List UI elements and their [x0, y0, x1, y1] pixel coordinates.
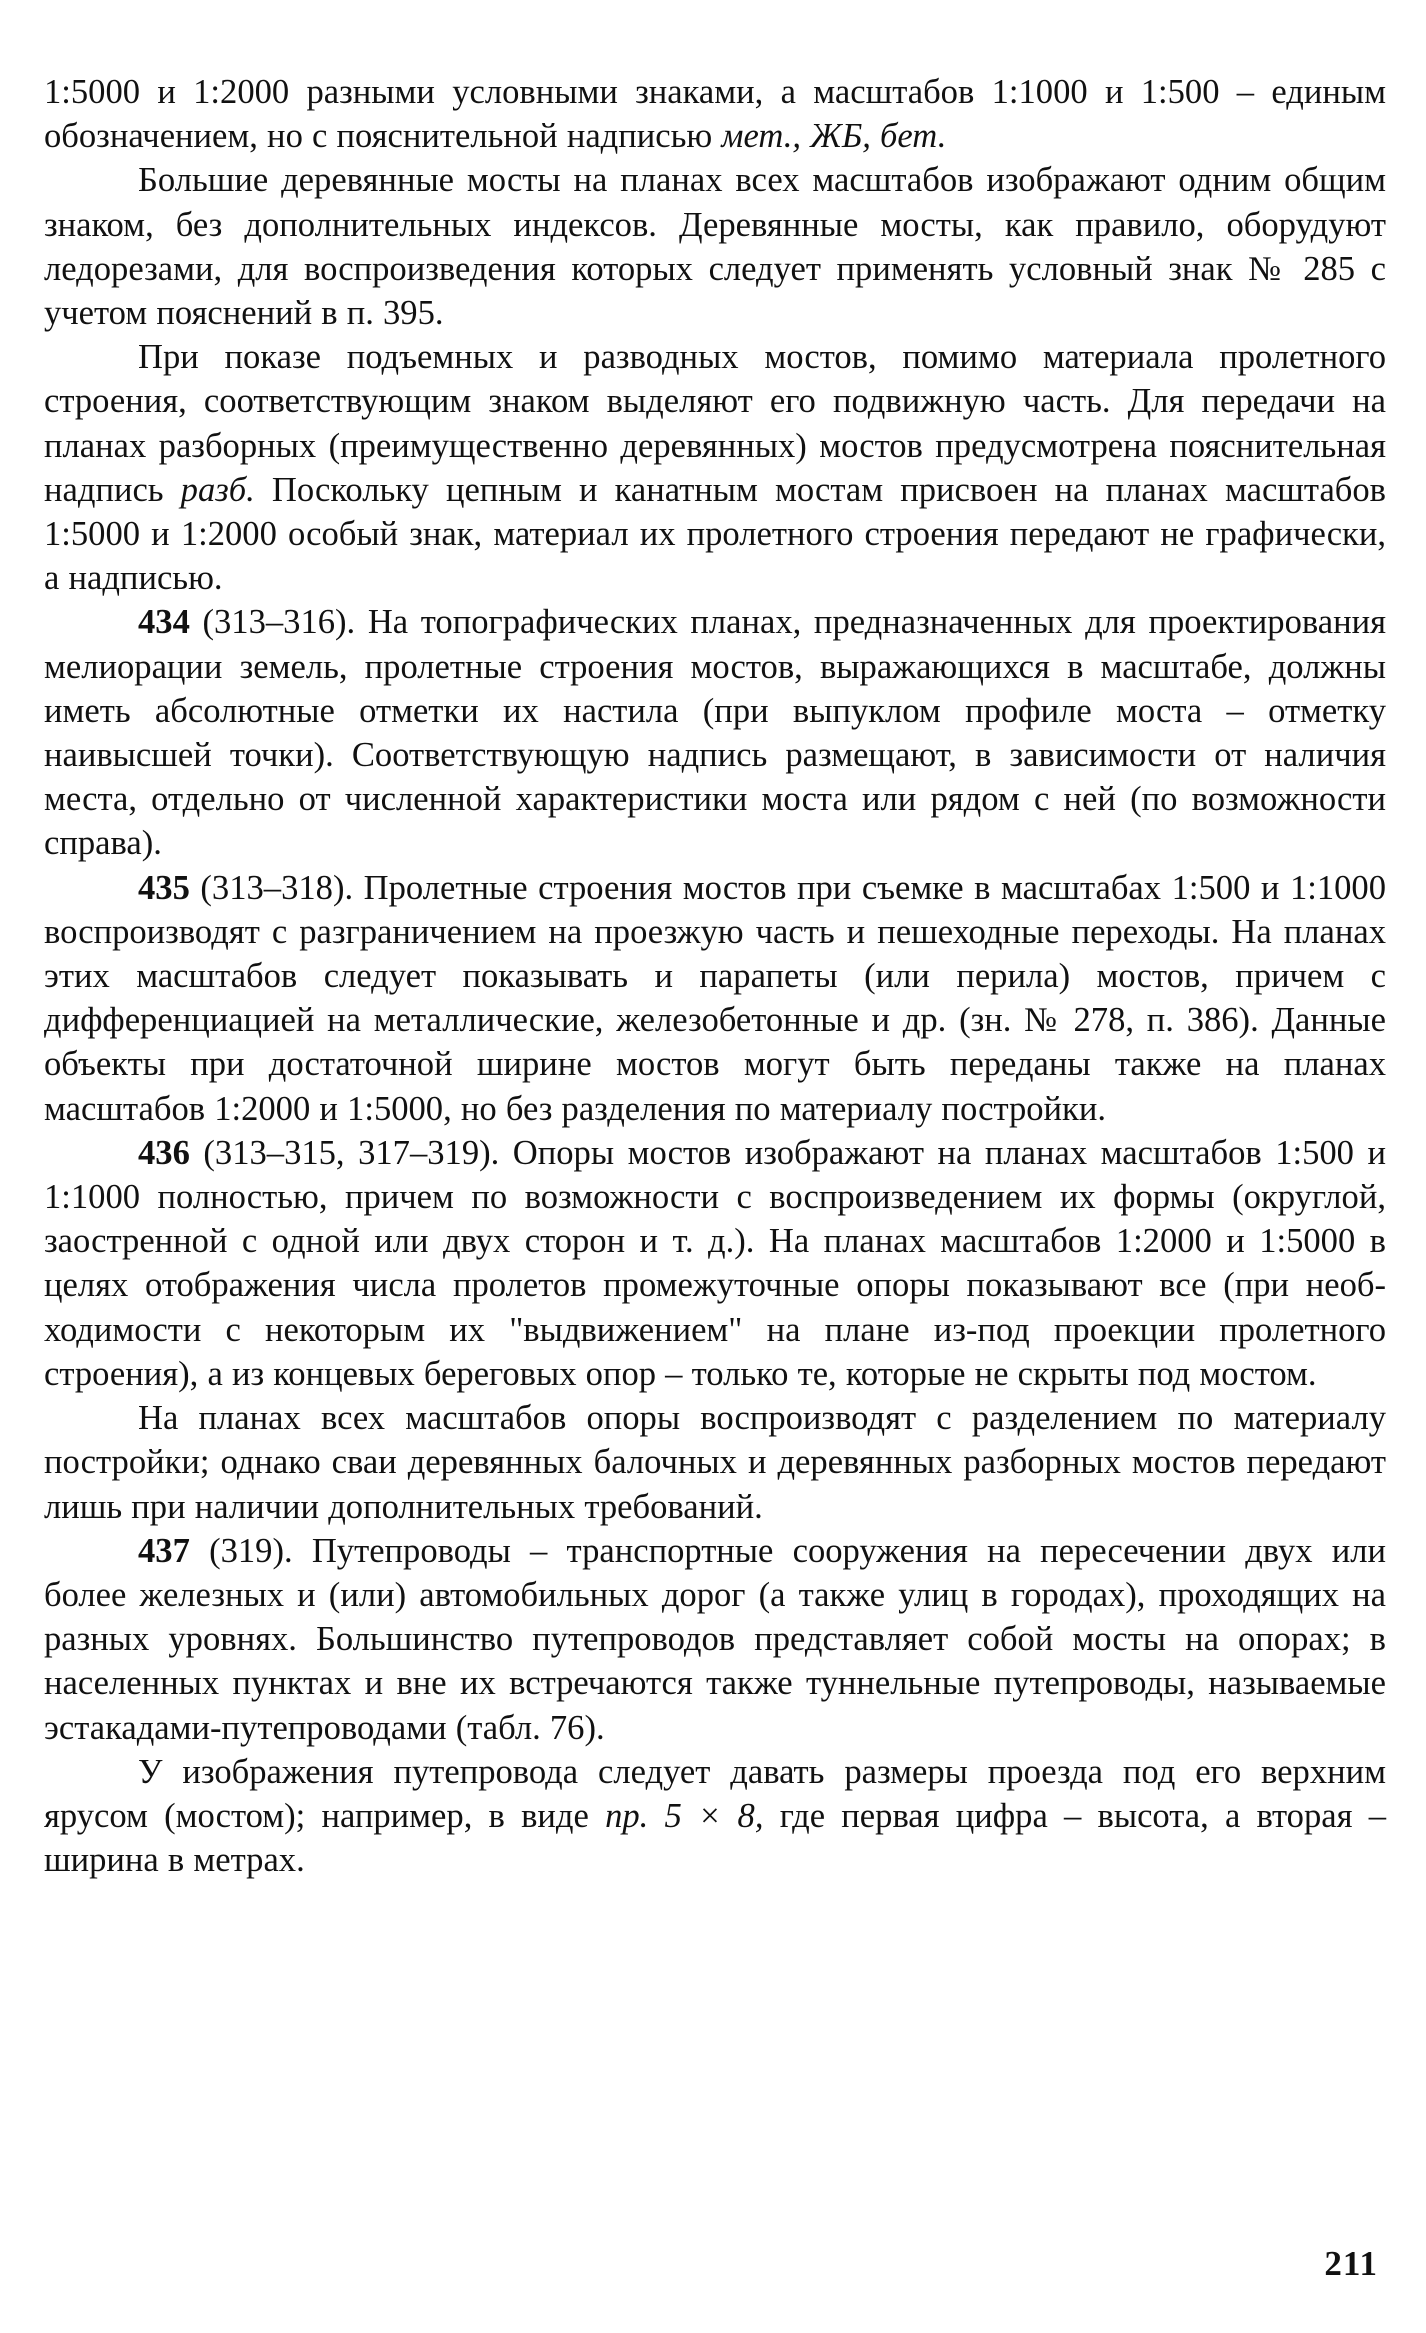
paragraph-7-text: На планах всех масштабов опоры воспроизводят с разделением по материалу постройки; однако сваи деревянных балочных и деревянных разборных мостов передают лишь при наличии дополнительных требований. [44, 1399, 1386, 1526]
paragraph-3-tail: Поскольку цепным и канатным мостам присвоен на планах масштабов 1:5000 и 1:2000 особый знак, материал их пролетного строения передают не графически, а надписью. [44, 470, 1387, 598]
paragraph-436 [44, 1131, 1386, 1396]
paragraph-9-tail: где первая цифра – высота, а вторая – ширина в метрах. [44, 1796, 1387, 1880]
paragraph-3 [44, 335, 1386, 600]
paragraph-9-italic: пр. 5 × 8, [605, 1796, 764, 1835]
paragraph-1-italic: мет., ЖБ, бет. [721, 117, 947, 156]
page-number: 211 [1324, 2244, 1378, 2283]
section-number-435: 435 [138, 868, 190, 907]
paragraph-435-text: (313–318). Пролетные строения мостов при съемке в масштабах 1:500 и 1:1000 воспроизводят с разграничением на проезжую часть и пешеходные переходы. На планах этих масштабов следует показывать и парапеты (или перила) мостов, причем с дифференциацией на металлические, железобетонные и др. (зн. № 278, п. 386). Данные объекты при достаточной ширине мостов могут быть переданы также на планах масштабов 1:2000 и 1:5000, но без разделения по материалу постройки. [44, 868, 1386, 1128]
paragraph-2-text: Большие деревянные мосты на планах всех масштабов изображают одним общим знаком, без дополнительных индексов. Деревянные мосты, как правило, оборудуют ледорезами, для воспроизведения которых следует применять условный знак № 285 с учетом пояснений в п. 395. [44, 161, 1386, 333]
paragraph-434-text: (313–316). На топографических планах, предназначенных для проектирования мелиорации земель, пролетные строения мостов, выражающихся в масштабе, должны иметь абсолютные отметки их настила (при выпуклом профиле моста – отметку наивысшей точки). Соответствующую надпись размещают, в зависимости от наличия места, отдельно от численной характеристики моста или рядом с ней (по возможности справа). [44, 603, 1386, 863]
paragraph-437 [44, 1529, 1386, 1750]
paragraph-2 [44, 158, 1386, 335]
section-number-437: 437 [138, 1531, 190, 1570]
paragraph-435 [44, 866, 1386, 1131]
paragraph-1-text: 1:5000 и 1:2000 разными условными знаками, а масштабов 1:1000 и 1:500 – единым обозначением, но с пояснительной надписью [44, 73, 1386, 156]
paragraph-9-text: У изображения путепровода следует давать размеры проезда под его верхним ярусом (мостом); например, в виде [44, 1752, 1386, 1835]
paragraph-436-text: (313–315, 317–319). Опоры мостов изображают на планах масштабов 1:500 и 1:1000 полностью, причем по возможности с воспроизведением их формы (округлой, заостренной с одной или двух сторон и т. д.). На планах масштабов 1:2000 и 1:5000 в целях отображения числа пролетов промежуточные опоры показывают все (при необходимости с некоторым их "выдвижением" на плане из-под проекции пролетного строения), а из концевых береговых опор – только те, которые не скрыты под мостом. [44, 1133, 1386, 1393]
paragraph-7 [44, 1396, 1386, 1529]
paragraph-3-text: При показе подъемных и разводных мостов, помимо материала пролетного строения, соответствующим знаком выделяют его подвижную часть. Для передачи на планах разборных (преимущественно деревянных) мостов предусмотрена пояснительная надпись [44, 338, 1386, 509]
paragraph-437-text: (319). Путепроводы – транспортные сооружения на пересечении двух или более железных и (или) автомобильных дорог (а также улиц в городах), проходящих на разных уровнях. Большинство путепроводов представляет собой мосты на опорах; в населенных пунктах и вне их встречаются также туннельные путепроводы, называемые эстакадами-путепроводами (табл. 76). [44, 1531, 1386, 1747]
section-number-436: 436 [138, 1133, 190, 1172]
paragraph-3-italic: разб. [180, 470, 255, 509]
paragraph-1 [44, 70, 1386, 158]
paragraph-9 [44, 1750, 1386, 1883]
section-number-434: 434 [138, 603, 190, 642]
document-page [44, 70, 1386, 1882]
paragraph-434 [44, 600, 1386, 865]
